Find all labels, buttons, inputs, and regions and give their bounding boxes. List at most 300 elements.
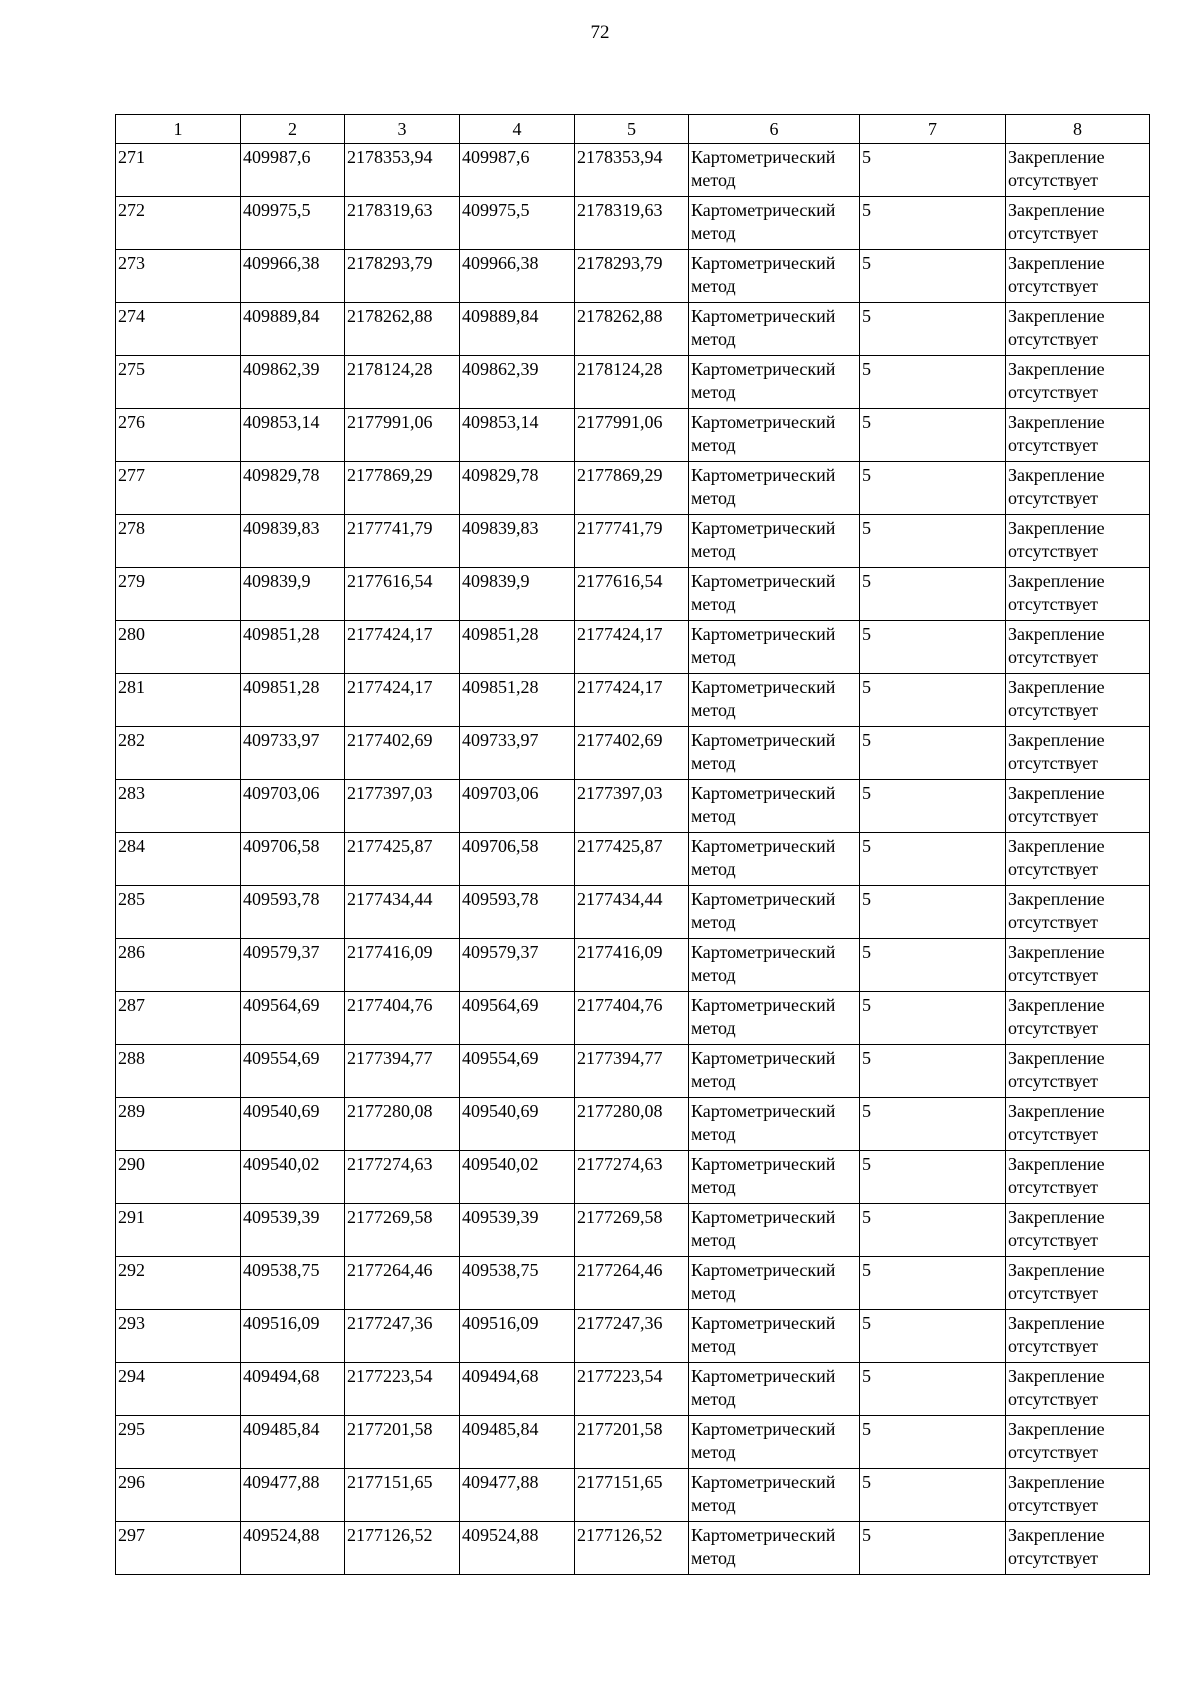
method-cell xyxy=(689,1310,860,1363)
x-new-cell: 409477,88 xyxy=(460,1469,575,1522)
point-number-cell: 285 xyxy=(116,886,241,939)
fixing-text: отсутствует xyxy=(1008,1283,1099,1303)
accuracy-cell: 5 xyxy=(860,939,1006,992)
y-new-cell: 2177741,79 xyxy=(575,515,689,568)
fixing-text: отсутствует xyxy=(1008,541,1099,561)
x-new-cell: 409539,39 xyxy=(460,1204,575,1257)
y-new-cell: 2177616,54 xyxy=(575,568,689,621)
x-new-cell: 409889,84 xyxy=(460,303,575,356)
x-old-cell: 409862,39 xyxy=(241,356,345,409)
method-cell xyxy=(689,1045,860,1098)
method-text: метод xyxy=(691,223,736,243)
y-new-cell: 2178293,79 xyxy=(575,250,689,303)
fixing-text: Закрепление xyxy=(1008,253,1105,273)
method-text: метод xyxy=(691,382,736,402)
table-row xyxy=(116,356,1150,409)
y-old-cell: 2177201,58 xyxy=(345,1416,460,1469)
table-row xyxy=(116,409,1150,462)
point-number-cell: 280 xyxy=(116,621,241,674)
fixing-text: Закрепление xyxy=(1008,730,1105,750)
fixing-text: отсутствует xyxy=(1008,1548,1099,1568)
x-old-cell: 409564,69 xyxy=(241,992,345,1045)
x-old-cell: 409889,84 xyxy=(241,303,345,356)
table-row xyxy=(116,727,1150,780)
fixing-text: отсутствует xyxy=(1008,912,1099,932)
table-row xyxy=(116,1098,1150,1151)
method-text: Картометрический xyxy=(691,1260,836,1280)
table-row xyxy=(116,1469,1150,1522)
table-row xyxy=(116,1310,1150,1363)
method-cell xyxy=(689,356,860,409)
accuracy-cell: 5 xyxy=(860,1416,1006,1469)
fixing-text: отсутствует xyxy=(1008,1442,1099,1462)
y-old-cell: 2177223,54 xyxy=(345,1363,460,1416)
fixing-cell xyxy=(1006,1098,1150,1151)
accuracy-cell: 5 xyxy=(860,780,1006,833)
x-new-cell: 409593,78 xyxy=(460,886,575,939)
method-text: метод xyxy=(691,647,736,667)
fixing-text: отсутствует xyxy=(1008,276,1099,296)
table-row xyxy=(116,250,1150,303)
column-header: 3 xyxy=(345,115,460,144)
fixing-text: отсутствует xyxy=(1008,382,1099,402)
point-number-cell: 289 xyxy=(116,1098,241,1151)
method-text: Картометрический xyxy=(691,995,836,1015)
fixing-text: Закрепление xyxy=(1008,889,1105,909)
fixing-text: Закрепление xyxy=(1008,942,1105,962)
method-text: метод xyxy=(691,912,736,932)
fixing-text: отсутствует xyxy=(1008,806,1099,826)
method-cell xyxy=(689,303,860,356)
point-number-cell: 274 xyxy=(116,303,241,356)
point-number-cell: 288 xyxy=(116,1045,241,1098)
y-old-cell: 2177397,03 xyxy=(345,780,460,833)
accuracy-cell: 5 xyxy=(860,250,1006,303)
y-new-cell: 2177434,44 xyxy=(575,886,689,939)
y-old-cell: 2177269,58 xyxy=(345,1204,460,1257)
y-new-cell: 2177397,03 xyxy=(575,780,689,833)
y-new-cell: 2177404,76 xyxy=(575,992,689,1045)
fixing-text: отсутствует xyxy=(1008,1495,1099,1515)
x-old-cell: 409966,38 xyxy=(241,250,345,303)
fixing-text: отсутствует xyxy=(1008,594,1099,614)
x-new-cell: 409554,69 xyxy=(460,1045,575,1098)
fixing-text: Закрепление xyxy=(1008,465,1105,485)
table-body xyxy=(116,144,1150,1575)
x-new-cell: 409862,39 xyxy=(460,356,575,409)
fixing-text: Закрепление xyxy=(1008,1048,1105,1068)
point-number-cell: 278 xyxy=(116,515,241,568)
method-text: Картометрический xyxy=(691,889,836,909)
x-old-cell: 409733,97 xyxy=(241,727,345,780)
x-old-cell: 409554,69 xyxy=(241,1045,345,1098)
method-text: Картометрический xyxy=(691,677,836,697)
accuracy-cell: 5 xyxy=(860,1151,1006,1204)
table-row xyxy=(116,833,1150,886)
method-cell xyxy=(689,1469,860,1522)
y-new-cell: 2177223,54 xyxy=(575,1363,689,1416)
x-old-cell: 409477,88 xyxy=(241,1469,345,1522)
accuracy-cell: 5 xyxy=(860,1045,1006,1098)
method-text: метод xyxy=(691,488,736,508)
x-old-cell: 409538,75 xyxy=(241,1257,345,1310)
y-old-cell: 2177404,76 xyxy=(345,992,460,1045)
x-old-cell: 409516,09 xyxy=(241,1310,345,1363)
point-number-cell: 276 xyxy=(116,409,241,462)
x-new-cell: 409706,58 xyxy=(460,833,575,886)
point-number-cell: 279 xyxy=(116,568,241,621)
fixing-text: Закрепление xyxy=(1008,200,1105,220)
accuracy-cell: 5 xyxy=(860,1098,1006,1151)
accuracy-cell: 5 xyxy=(860,1310,1006,1363)
method-text: Картометрический xyxy=(691,412,836,432)
fixing-text: Закрепление xyxy=(1008,1154,1105,1174)
x-new-cell: 409987,6 xyxy=(460,144,575,197)
fixing-text: отсутствует xyxy=(1008,700,1099,720)
y-new-cell: 2177991,06 xyxy=(575,409,689,462)
column-header: 8 xyxy=(1006,115,1150,144)
table-row xyxy=(116,1151,1150,1204)
y-old-cell: 2177151,65 xyxy=(345,1469,460,1522)
fixing-text: Закрепление xyxy=(1008,1419,1105,1439)
accuracy-cell: 5 xyxy=(860,992,1006,1045)
method-text: метод xyxy=(691,1442,736,1462)
table-row xyxy=(116,1522,1150,1575)
accuracy-cell: 5 xyxy=(860,621,1006,674)
fixing-text: Закрепление xyxy=(1008,1207,1105,1227)
accuracy-cell: 5 xyxy=(860,886,1006,939)
y-old-cell: 2177402,69 xyxy=(345,727,460,780)
method-text: метод xyxy=(691,1495,736,1515)
method-text: Картометрический xyxy=(691,942,836,962)
method-text: метод xyxy=(691,1283,736,1303)
point-number-cell: 277 xyxy=(116,462,241,515)
fixing-text: отсутствует xyxy=(1008,329,1099,349)
method-text: Картометрический xyxy=(691,730,836,750)
y-new-cell: 2178262,88 xyxy=(575,303,689,356)
x-old-cell: 409539,39 xyxy=(241,1204,345,1257)
accuracy-cell: 5 xyxy=(860,1469,1006,1522)
x-old-cell: 409829,78 xyxy=(241,462,345,515)
accuracy-cell: 5 xyxy=(860,303,1006,356)
point-number-cell: 291 xyxy=(116,1204,241,1257)
x-new-cell: 409564,69 xyxy=(460,992,575,1045)
x-old-cell: 409540,02 xyxy=(241,1151,345,1204)
method-text: Картометрический xyxy=(691,1525,836,1545)
fixing-cell xyxy=(1006,1310,1150,1363)
method-text: метод xyxy=(691,1071,736,1091)
method-text: Картометрический xyxy=(691,1101,836,1121)
method-text: Картометрический xyxy=(691,518,836,538)
table-row xyxy=(116,1204,1150,1257)
method-cell xyxy=(689,462,860,515)
method-cell xyxy=(689,144,860,197)
point-number-cell: 272 xyxy=(116,197,241,250)
x-new-cell: 409579,37 xyxy=(460,939,575,992)
y-new-cell: 2177425,87 xyxy=(575,833,689,886)
point-number-cell: 295 xyxy=(116,1416,241,1469)
table-row xyxy=(116,780,1150,833)
x-new-cell: 409851,28 xyxy=(460,621,575,674)
fixing-text: Закрепление xyxy=(1008,1101,1105,1121)
method-text: Картометрический xyxy=(691,306,836,326)
fixing-text: Закрепление xyxy=(1008,306,1105,326)
accuracy-cell: 5 xyxy=(860,409,1006,462)
point-number-cell: 282 xyxy=(116,727,241,780)
table-header-row xyxy=(116,115,1150,144)
fixing-cell xyxy=(1006,568,1150,621)
y-new-cell: 2177247,36 xyxy=(575,1310,689,1363)
fixing-text: отсутствует xyxy=(1008,647,1099,667)
method-text: метод xyxy=(691,965,736,985)
x-new-cell: 409839,83 xyxy=(460,515,575,568)
fixing-text: Закрепление xyxy=(1008,518,1105,538)
y-old-cell: 2177280,08 xyxy=(345,1098,460,1151)
column-header: 4 xyxy=(460,115,575,144)
accuracy-cell: 5 xyxy=(860,144,1006,197)
x-old-cell: 409703,06 xyxy=(241,780,345,833)
point-number-cell: 290 xyxy=(116,1151,241,1204)
point-number-cell: 296 xyxy=(116,1469,241,1522)
y-old-cell: 2177616,54 xyxy=(345,568,460,621)
accuracy-cell: 5 xyxy=(860,462,1006,515)
fixing-cell xyxy=(1006,1045,1150,1098)
fixing-cell xyxy=(1006,939,1150,992)
table-row xyxy=(116,992,1150,1045)
fixing-cell xyxy=(1006,621,1150,674)
fixing-cell xyxy=(1006,356,1150,409)
x-new-cell: 409703,06 xyxy=(460,780,575,833)
method-text: метод xyxy=(691,1548,736,1568)
method-cell xyxy=(689,674,860,727)
y-old-cell: 2177869,29 xyxy=(345,462,460,515)
method-cell xyxy=(689,1416,860,1469)
fixing-text: отсутствует xyxy=(1008,1389,1099,1409)
method-text: метод xyxy=(691,1018,736,1038)
accuracy-cell: 5 xyxy=(860,727,1006,780)
fixing-text: Закрепление xyxy=(1008,836,1105,856)
fixing-text: отсутствует xyxy=(1008,1018,1099,1038)
table-row xyxy=(116,303,1150,356)
x-new-cell: 409975,5 xyxy=(460,197,575,250)
method-cell xyxy=(689,780,860,833)
x-new-cell: 409540,02 xyxy=(460,1151,575,1204)
x-new-cell: 409516,09 xyxy=(460,1310,575,1363)
method-cell xyxy=(689,1363,860,1416)
x-old-cell: 409593,78 xyxy=(241,886,345,939)
fixing-text: отсутствует xyxy=(1008,1177,1099,1197)
method-cell xyxy=(689,886,860,939)
fixing-text: Закрепление xyxy=(1008,1260,1105,1280)
table-row xyxy=(116,1257,1150,1310)
fixing-text: Закрепление xyxy=(1008,412,1105,432)
point-number-cell: 275 xyxy=(116,356,241,409)
y-new-cell: 2178319,63 xyxy=(575,197,689,250)
x-old-cell: 409485,84 xyxy=(241,1416,345,1469)
x-new-cell: 409829,78 xyxy=(460,462,575,515)
y-new-cell: 2178124,28 xyxy=(575,356,689,409)
x-old-cell: 409706,58 xyxy=(241,833,345,886)
point-number-cell: 273 xyxy=(116,250,241,303)
fixing-text: отсутствует xyxy=(1008,1124,1099,1144)
y-old-cell: 2178293,79 xyxy=(345,250,460,303)
method-text: Картометрический xyxy=(691,624,836,644)
fixing-cell xyxy=(1006,250,1150,303)
table-row xyxy=(116,1363,1150,1416)
method-cell xyxy=(689,1098,860,1151)
accuracy-cell: 5 xyxy=(860,1257,1006,1310)
method-cell xyxy=(689,727,860,780)
page-number: 72 xyxy=(590,22,610,43)
fixing-text: Закрепление xyxy=(1008,1525,1105,1545)
y-old-cell: 2178353,94 xyxy=(345,144,460,197)
fixing-cell xyxy=(1006,409,1150,462)
method-text: Картометрический xyxy=(691,465,836,485)
point-number-cell: 271 xyxy=(116,144,241,197)
y-old-cell: 2177425,87 xyxy=(345,833,460,886)
fixing-cell xyxy=(1006,1469,1150,1522)
method-cell xyxy=(689,992,860,1045)
fixing-cell xyxy=(1006,1522,1150,1575)
fixing-text: отсутствует xyxy=(1008,435,1099,455)
fixing-text: отсутствует xyxy=(1008,1336,1099,1356)
x-new-cell: 409851,28 xyxy=(460,674,575,727)
x-new-cell: 409853,14 xyxy=(460,409,575,462)
table-row xyxy=(116,886,1150,939)
x-new-cell: 409485,84 xyxy=(460,1416,575,1469)
method-text: метод xyxy=(691,170,736,190)
accuracy-cell: 5 xyxy=(860,674,1006,727)
y-new-cell: 2177424,17 xyxy=(575,621,689,674)
method-cell xyxy=(689,250,860,303)
point-number-cell: 297 xyxy=(116,1522,241,1575)
point-number-cell: 283 xyxy=(116,780,241,833)
accuracy-cell: 5 xyxy=(860,833,1006,886)
fixing-text: Закрепление xyxy=(1008,1472,1105,1492)
x-old-cell: 409851,28 xyxy=(241,674,345,727)
method-text: метод xyxy=(691,700,736,720)
x-old-cell: 409851,28 xyxy=(241,621,345,674)
column-header: 2 xyxy=(241,115,345,144)
accuracy-cell: 5 xyxy=(860,568,1006,621)
fixing-cell xyxy=(1006,833,1150,886)
point-number-cell: 292 xyxy=(116,1257,241,1310)
method-cell xyxy=(689,409,860,462)
table-row xyxy=(116,462,1150,515)
table-row xyxy=(116,1416,1150,1469)
x-new-cell: 409538,75 xyxy=(460,1257,575,1310)
fixing-cell xyxy=(1006,1416,1150,1469)
fixing-cell xyxy=(1006,1151,1150,1204)
fixing-text: отсутствует xyxy=(1008,223,1099,243)
accuracy-cell: 5 xyxy=(860,515,1006,568)
y-new-cell: 2177201,58 xyxy=(575,1416,689,1469)
y-old-cell: 2177394,77 xyxy=(345,1045,460,1098)
y-new-cell: 2177394,77 xyxy=(575,1045,689,1098)
y-new-cell: 2177402,69 xyxy=(575,727,689,780)
column-header: 5 xyxy=(575,115,689,144)
method-text: Картометрический xyxy=(691,1472,836,1492)
y-new-cell: 2177869,29 xyxy=(575,462,689,515)
method-text: Картометрический xyxy=(691,359,836,379)
method-text: Картометрический xyxy=(691,1207,836,1227)
fixing-cell xyxy=(1006,674,1150,727)
column-header: 6 xyxy=(689,115,860,144)
method-text: Картометрический xyxy=(691,571,836,591)
fixing-cell xyxy=(1006,462,1150,515)
y-old-cell: 2177247,36 xyxy=(345,1310,460,1363)
method-text: метод xyxy=(691,859,736,879)
fixing-cell xyxy=(1006,515,1150,568)
fixing-cell xyxy=(1006,197,1150,250)
y-old-cell: 2177424,17 xyxy=(345,621,460,674)
fixing-text: отсутствует xyxy=(1008,753,1099,773)
table-row xyxy=(116,515,1150,568)
method-cell xyxy=(689,939,860,992)
method-cell xyxy=(689,621,860,674)
fixing-text: Закрепление xyxy=(1008,571,1105,591)
table-row xyxy=(116,568,1150,621)
method-text: метод xyxy=(691,276,736,296)
table-row xyxy=(116,939,1150,992)
y-old-cell: 2177264,46 xyxy=(345,1257,460,1310)
fixing-cell xyxy=(1006,727,1150,780)
fixing-text: Закрепление xyxy=(1008,147,1105,167)
table-row xyxy=(116,621,1150,674)
method-text: Картометрический xyxy=(691,1366,836,1386)
y-new-cell: 2178353,94 xyxy=(575,144,689,197)
method-text: Картометрический xyxy=(691,1048,836,1068)
fixing-cell xyxy=(1006,992,1150,1045)
fixing-cell xyxy=(1006,780,1150,833)
fixing-cell xyxy=(1006,144,1150,197)
table-row xyxy=(116,144,1150,197)
x-old-cell: 409524,88 xyxy=(241,1522,345,1575)
point-number-cell: 286 xyxy=(116,939,241,992)
method-cell xyxy=(689,1204,860,1257)
y-old-cell: 2178319,63 xyxy=(345,197,460,250)
method-text: метод xyxy=(691,1389,736,1409)
fixing-text: Закрепление xyxy=(1008,1366,1105,1386)
method-cell xyxy=(689,1257,860,1310)
method-cell xyxy=(689,568,860,621)
method-text: Картометрический xyxy=(691,200,836,220)
column-header: 1 xyxy=(116,115,241,144)
fixing-text: Закрепление xyxy=(1008,1313,1105,1333)
method-text: Картометрический xyxy=(691,1419,836,1439)
y-old-cell: 2178124,28 xyxy=(345,356,460,409)
accuracy-cell: 5 xyxy=(860,1522,1006,1575)
point-number-cell: 287 xyxy=(116,992,241,1045)
x-new-cell: 409733,97 xyxy=(460,727,575,780)
y-old-cell: 2177741,79 xyxy=(345,515,460,568)
method-text: Картометрический xyxy=(691,1313,836,1333)
fixing-text: Закрепление xyxy=(1008,783,1105,803)
method-text: Картометрический xyxy=(691,253,836,273)
accuracy-cell: 5 xyxy=(860,356,1006,409)
method-cell xyxy=(689,833,860,886)
y-old-cell: 2178262,88 xyxy=(345,303,460,356)
method-text: метод xyxy=(691,1124,736,1144)
table-row xyxy=(116,197,1150,250)
y-old-cell: 2177274,63 xyxy=(345,1151,460,1204)
method-cell xyxy=(689,515,860,568)
y-new-cell: 2177280,08 xyxy=(575,1098,689,1151)
method-text: метод xyxy=(691,1230,736,1250)
method-text: метод xyxy=(691,806,736,826)
method-cell xyxy=(689,1151,860,1204)
accuracy-cell: 5 xyxy=(860,197,1006,250)
